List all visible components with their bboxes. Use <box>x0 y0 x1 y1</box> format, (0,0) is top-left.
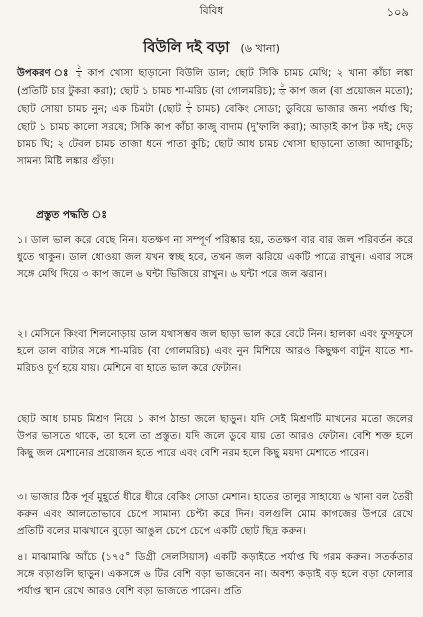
fraction-third <box>279 82 286 97</box>
fraction-denominator: ৩ <box>280 89 285 98</box>
page-number: ১০৯ <box>386 5 409 19</box>
running-header <box>0 4 423 20</box>
method-step-2: ২। মেসিনে কিংবা শিলনোড়ায় ডাল যথাসম্ভব জল ছাড়া ভাল করে বেটে নিন। হালকা এবং ফুসফুসে হলে ডাল বাটার সঙ্গে শা-মরিচ (বা গোলমরিচ) এবং নুন মিশিয়ে আরও কিছুক্ষণ বাটুন যাতে শা-মরিচও চূর্ণ হয়ে যায়। মেশিনে বা হাতে ভাল করে ফেটান। <box>17 329 413 375</box>
ingredients-label: উপকরণ ঃ <box>17 68 71 79</box>
recipe-name: বিউলি দই বড়া <box>143 40 230 56</box>
method-heading: প্রস্তুত পদ্ধতি ঃ <box>36 209 107 221</box>
section-name: বিবিধ <box>199 5 224 17</box>
fraction-numerator: ১ <box>280 81 285 90</box>
method-step-3: ৩। ভাজার ঠিক পূর্ব মুহূর্তে ধীরে ধীরে বেকিং সোডা মেশান। হাতের তালুর সাহায্যে ৬ খানা বল তৈরী করুন এবং আলতোভাবে চেপে সামান্য চেপ্টা করে দিন। বলগুলি মোম কাগজের উপরে রেখে প্রতিটি বলের মাঝখানে বুড়ো আঙুল চেপে চেপে একটি ছোট ছিদ্র করুন। <box>17 492 413 538</box>
fraction-denominator: ২ <box>76 71 82 79</box>
method-step-1: ১। ডাল ভাল করে বেছে নিন। যতক্ষণ না সম্পূর্ণ পরিষ্কার হয়, ততক্ষণ বার বার জল পরিবর্তন করে ধুতে থাকুন। ডাল ধোওয়া জল যখন স্বচ্ছ হবে, তখন জল ঝরিয়ে একটি পাত্রে রাখুন। এবার সঙ্গে সঙ্গে মেথি দিয়ে ৩ কাপ জলে ৬ ঘন্টা ভিজিয়ে রাখুন। ৬ ঘন্টা পরে জল ঝরান। <box>17 235 413 281</box>
method-step-4: ৪। মাঝামাঝি আঁচে (১৭৫° ডিগ্রী সেলসিয়াস) একটি কড়াইতে পর্যাপ্ত ঘি গরম করুন। সতর্কতার সঙ্গে বড়াগুলি ছাড়ুন। একসঙ্গে ৬ টির বেশি বড়া ভাজবেন না। অবশ্য কড়াই বড় হলে বড়া ফোলার পর্যাপ্ত স্থান রেখে আরও বেশি বড়া ভাজতে পারেন। প্রতি <box>17 552 413 598</box>
fraction-numerator: ১ <box>186 99 192 108</box>
recipe-yield: (৬ খানা) <box>240 42 280 55</box>
ingredients-text-1: কাপ খোসা ছাড়ানো বিউলি ডাল; ছোট সিকি চামচ মেথি; ২ খানা কাঁচা লঙ্কা (প্রতিটি চার টুকরা করা); ছোট ১ চামচ শা-মরিচ (বা গোলমরিচ); <box>17 68 413 98</box>
recipe-title <box>0 37 423 61</box>
fraction-denominator: ২ <box>186 107 192 116</box>
ingredients-text-3: চামচ) বেকিং সোডা; ডুবিয়ে ভাজার জন্য পর্যাপ্ত ঘি; ছোট ১ চামচ কালো সরষে; সিকি কাপ কাঁচা কাজু বাদাম (দু'ফালি করা); আড়াই কাপ টক দই; দেড় চামচ ঘি; ২ টেবল চামচ তাজা ধনে পাতা কুচি; ছোট আধ চামচ খোসা ছাড়ানো তাজা আদাকুচি; সামন্য মিষ্টি লঙ্কার গুঁড়া। <box>17 104 413 168</box>
ingredients-paragraph <box>17 64 413 170</box>
fraction-half <box>76 64 83 79</box>
method-step-2-note: ছোট আধ চামচ মিশ্রণ নিয়ে ১ কাপ ঠান্ডা জলে ছাড়ুন। যদি সেই মিশ্রণটি মাখনের মতো জলের উপর ভাসতে থাকে, তা হলে তা প্রস্তুত। যদি জলে ডুবে যায় তো আরও ফেটান। বেশি শক্ত হলে কিছু জল মেশানোর প্রয়োজন হতে পারে এবং বেশি নরম হলে কিছু ময়দা মেশাতে পারেন। <box>17 414 413 460</box>
fraction-numerator: ১ <box>76 63 82 71</box>
fraction-half-2 <box>186 100 193 115</box>
ingredients-text-2: কাপ জল (বা প্রয়োজন মতো); ছোট সোয়া চামচ নুন; এক চিমটা (ছোট <box>17 86 413 116</box>
